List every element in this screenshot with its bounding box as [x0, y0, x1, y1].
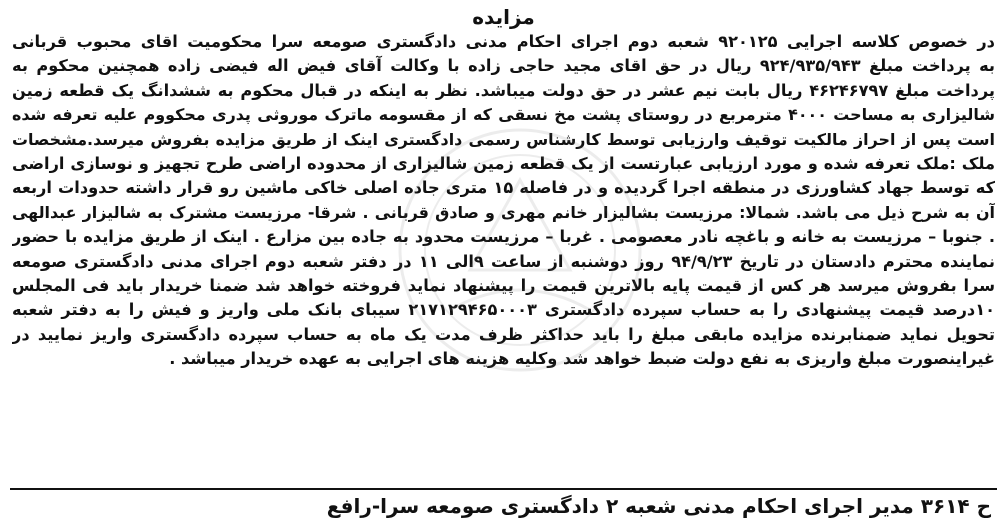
notice-line: ۱۰درصد قیمت پیشنهادی را به حساب سپرده دادگستری ۲۱۷۱۲۹۴۶۵۰۰۰۳ سیبای بانک ملی واریز و فیش را به دفتر شعبه: [12, 300, 995, 320]
notice-line: که توسط جهاد کشاورزی در منطقه اجرا گردیده و در فاصله ۱۵ متری جاده اصلی خاکی ماشین رو قرار داشته حدودات اربعه: [12, 178, 995, 198]
notice-line: به پرداخت مبلغ ۹۲۴/۹۳۵/۹۴۳ ریال در حق اقای مجید حاجی زاده با وکالت آقای فیض اله فیضی زاده همچنین محکوم به: [12, 56, 995, 76]
notice-line: پرداخت مبلغ ۴۶۲۴۶۷۹۷ ریال بابت نیم عشر در حق دولت میباشد. نظر به اینکه در قبال محکوم به ششدانگ یک قطعه زمین: [12, 80, 995, 100]
notice-line: ملک :ملک تعرفه شده و مورد ارزیابی عبارتست از یک قطعه زمین شالیزاری از محدوده اراضی طرح تجهیز و نوسازی اراضی: [12, 153, 995, 173]
notice-line: است پس از احراز مالکیت توقیف وارزیابی توسط کارشناس رسمی دادگستری اینک از طریق مزایده بفروش میرسد.مشخصات: [12, 129, 995, 149]
notice-footer: ح ۳۶۱۴ مدیر اجرای احکام مدنی شعبه ۲ دادگستری صومعه سرا-رافع: [326, 494, 991, 518]
footer-divider: [10, 488, 997, 490]
notice-line: شالیزاری به مساحت ۴۰۰۰ مترمربع در روستای پشت مخ نسقی که از مقسومه ماترک موروثی پدری محکووم علیه تعرفه شده: [12, 105, 995, 125]
notice-line: سرا بفروش میرسد هر کس از قیمت پایه بالاترین قیمت را پیشنهاد نماید فروخته خواهد شد ضمنا خریدار باید فی المجلس: [12, 275, 995, 295]
notice-line: آن به شرح ذیل می باشد. شمالا: مرزیست بشالیزار خانم مهری و صادق قربانی . شرقا- مرزیست مشترک به شالیزار عبدالهی: [12, 202, 995, 222]
notice-line: تحویل نماید ضمنابرنده مزایده مابقی مبلغ را باید حداکثر ظرف مدت یک ماه به حساب سپرده دادگستری واریز نمایید در: [12, 324, 995, 344]
notice-line: در خصوص کلاسه اجرایی ۹۲۰۱۲۵ شعبه دوم اجرای احکام مدنی دادگستری صومعه سرا محکومیت اقای محبوب قربانی: [12, 32, 995, 51]
notice-line: نماینده محترم دادستان در تاریخ ۹۴/۹/۲۳ روز دوشنبه از ساعت ۹الی ۱۱ در دفتر شعبه دوم اجرای مدنی دادگستری صومعه: [12, 251, 995, 271]
notice-title: مزایده: [472, 5, 535, 29]
notice-line: غیراینصورت مبلغ واریزی به نفع دولت ضبط خواهد شد وکلیه هزینه های اجرایی به عهده خریدار میباشد .: [169, 349, 995, 369]
notice-line: . جنوبا – مرزیست به خانه و باغچه نادر معصومی . غربا – مرزیست محدود به جاده بین مزارع . اینک از طریق مزایده با حضور: [12, 227, 995, 247]
notice-body: [12, 30, 995, 371]
